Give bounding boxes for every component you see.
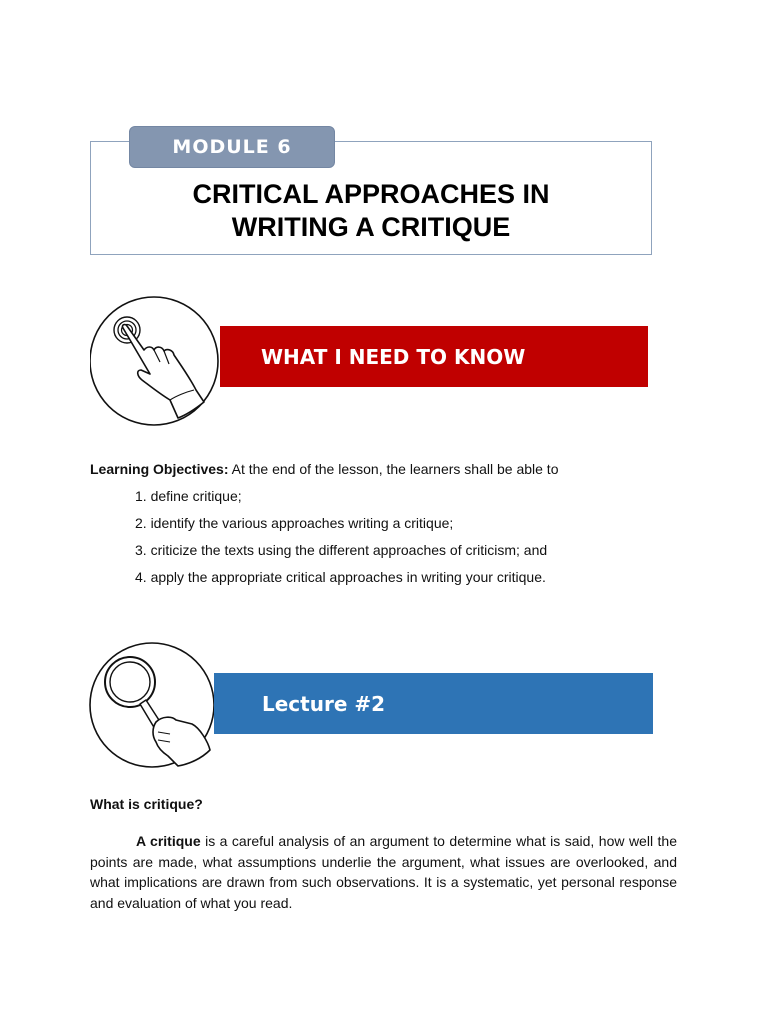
module-title-line-1: CRITICAL APPROACHES IN bbox=[192, 179, 550, 209]
module-label: MODULE 6 bbox=[129, 126, 335, 168]
objective-item: 1. define critique; bbox=[135, 488, 242, 504]
objective-item: 3. criticize the texts using the different approaches of criticism; and bbox=[135, 542, 548, 558]
critique-term: A critique bbox=[136, 833, 201, 849]
critique-definition-paragraph bbox=[90, 831, 677, 913]
learning-objectives-intro bbox=[90, 460, 690, 478]
what-i-need-to-know-banner: WHAT I NEED TO KNOW bbox=[220, 326, 648, 387]
module-title-line-2: WRITING A CRITIQUE bbox=[231, 212, 511, 242]
objective-item: 4. apply the appropriate critical approaches in writing your critique. bbox=[135, 569, 546, 585]
learning-objectives-text: At the end of the lesson, the learners shall be able to bbox=[228, 461, 559, 477]
lecture-banner: Lecture #2 bbox=[214, 673, 653, 734]
learning-objectives-heading: Learning Objectives: bbox=[90, 461, 229, 477]
module-title bbox=[90, 178, 652, 244]
objective-item: 2. identify the various approaches writing a critique; bbox=[135, 515, 454, 531]
pointing-finger-icon bbox=[90, 294, 222, 428]
magnifying-glass-icon bbox=[86, 638, 216, 774]
objectives-list bbox=[135, 487, 547, 595]
critique-definition: is a careful analysis of an argument to determine what is said, how well the points are made, what assumptions underlie the argument, what issues are overlooked, and what implications are drawn from such observations. It is a systematic, yet personal response and evaluation of what you read. bbox=[90, 833, 677, 911]
question-heading: What is critique? bbox=[90, 796, 203, 812]
